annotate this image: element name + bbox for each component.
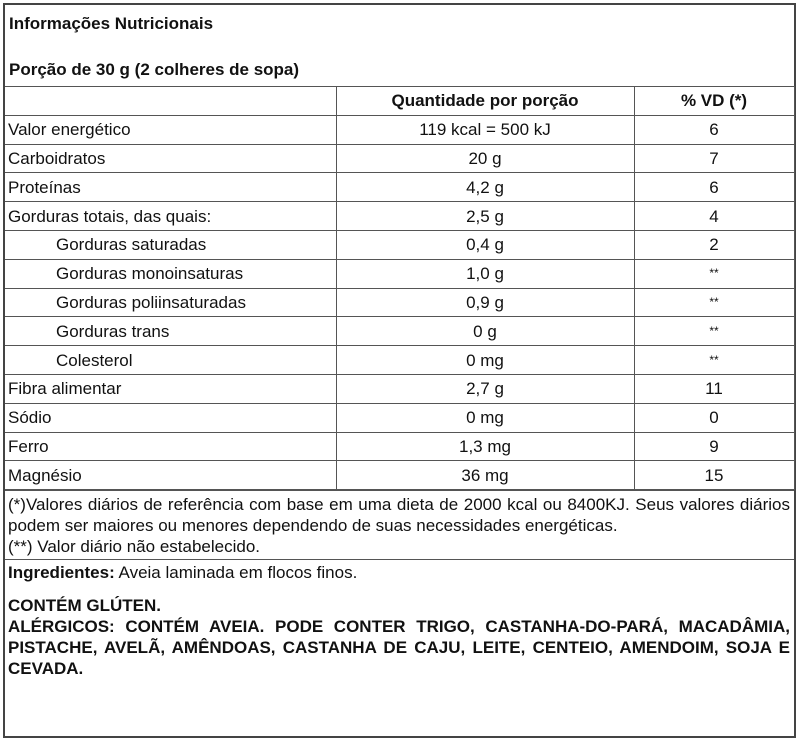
allergen-section xyxy=(5,583,794,679)
table-row xyxy=(5,432,794,461)
nutrient-quantity: 2,5 g xyxy=(336,202,634,231)
table-header-row xyxy=(5,87,794,116)
gluten-warning: CONTÉM GLÚTEN. xyxy=(8,596,161,616)
nutrient-quantity: 20 g xyxy=(336,144,634,173)
label-title: Informações Nutricionais xyxy=(9,14,214,33)
nutrient-daily-value: ** xyxy=(634,346,794,375)
table-row xyxy=(5,461,794,490)
allergen-warning: ALÉRGICOS: CONTÉM AVEIA. PODE CONTER TRIGO, CASTANHA-DO-PARÁ, MACADÂMIA, PISTACHE, AVELÃ, AMÊNDOAS, CASTANHA DE CAJU, LEITE, CENTEIO, AMENDOIM, SOJA E CEVADA. xyxy=(8,617,790,679)
nutrient-quantity: 0 mg xyxy=(336,403,634,432)
nutrient-name: Gorduras monoinsaturas xyxy=(5,259,336,288)
nutrient-quantity: 2,7 g xyxy=(336,374,634,403)
nutrient-quantity: 0,9 g xyxy=(336,288,634,317)
nutrient-name: Gorduras trans xyxy=(5,317,336,346)
label-header xyxy=(5,5,794,86)
ingredients-label: Ingredientes: xyxy=(8,563,115,583)
nutrient-name: Colesterol xyxy=(5,346,336,375)
not-established-note: (**) Valor diário não estabelecido. xyxy=(8,537,260,557)
daily-value-notes xyxy=(5,490,794,559)
table-row xyxy=(5,230,794,259)
nutrient-name: Proteínas xyxy=(5,173,336,202)
ingredients-section xyxy=(5,559,794,583)
nutrient-daily-value: 4 xyxy=(634,202,794,231)
nutrient-quantity: 119 kcal = 500 kJ xyxy=(336,115,634,144)
table-row xyxy=(5,144,794,173)
nutrient-name: Carboidratos xyxy=(5,144,336,173)
table-row xyxy=(5,317,794,346)
table-row xyxy=(5,403,794,432)
nutrient-daily-value: 7 xyxy=(634,144,794,173)
table-row xyxy=(5,346,794,375)
nutrient-quantity: 0 mg xyxy=(336,346,634,375)
table-row xyxy=(5,374,794,403)
nutrition-facts-label xyxy=(3,3,796,738)
table-row xyxy=(5,115,794,144)
portion-size: Porção de 30 g (2 colheres de sopa) xyxy=(9,60,300,79)
nutrient-daily-value: 2 xyxy=(634,230,794,259)
nutrient-name: Gorduras totais, das quais: xyxy=(5,202,336,231)
nutrient-daily-value: ** xyxy=(634,288,794,317)
nutrient-daily-value: 6 xyxy=(634,173,794,202)
nutrient-daily-value: 11 xyxy=(634,374,794,403)
nutrient-quantity: 4,2 g xyxy=(336,173,634,202)
nutrient-daily-value: 9 xyxy=(634,432,794,461)
nutrient-name: Sódio xyxy=(5,403,336,432)
nutrient-daily-value: ** xyxy=(634,317,794,346)
table-row xyxy=(5,259,794,288)
nutrient-name: Valor energético xyxy=(5,115,336,144)
column-header-dv: % VD (*) xyxy=(634,87,794,116)
column-header-nutrient xyxy=(5,87,336,116)
table-row xyxy=(5,173,794,202)
vd-reference-note: (*)Valores diários de referência com base em uma dieta de 2000 kcal ou 8400KJ. Seus valores diários podem ser maiores ou menores dependendo de suas necessidades energéticas. xyxy=(8,495,790,536)
column-header-quantity: Quantidade por porção xyxy=(336,87,634,116)
table-row xyxy=(5,202,794,231)
nutrient-daily-value: 15 xyxy=(634,461,794,490)
table-row xyxy=(5,288,794,317)
nutrient-daily-value: 6 xyxy=(634,115,794,144)
nutrient-name: Magnésio xyxy=(5,461,336,490)
nutrient-name: Fibra alimentar xyxy=(5,374,336,403)
nutrient-quantity: 1,3 mg xyxy=(336,432,634,461)
ingredients-text: Aveia laminada em flocos finos. xyxy=(114,563,358,583)
nutrient-daily-value: ** xyxy=(634,259,794,288)
nutrient-quantity: 1,0 g xyxy=(336,259,634,288)
nutrient-name: Gorduras poliinsaturadas xyxy=(5,288,336,317)
nutrient-name: Gorduras saturadas xyxy=(5,230,336,259)
nutrient-name: Ferro xyxy=(5,432,336,461)
nutrient-daily-value: 0 xyxy=(634,403,794,432)
nutrient-quantity: 36 mg xyxy=(336,461,634,490)
nutrition-table xyxy=(5,86,795,490)
nutrient-quantity: 0,4 g xyxy=(336,230,634,259)
nutrient-quantity: 0 g xyxy=(336,317,634,346)
